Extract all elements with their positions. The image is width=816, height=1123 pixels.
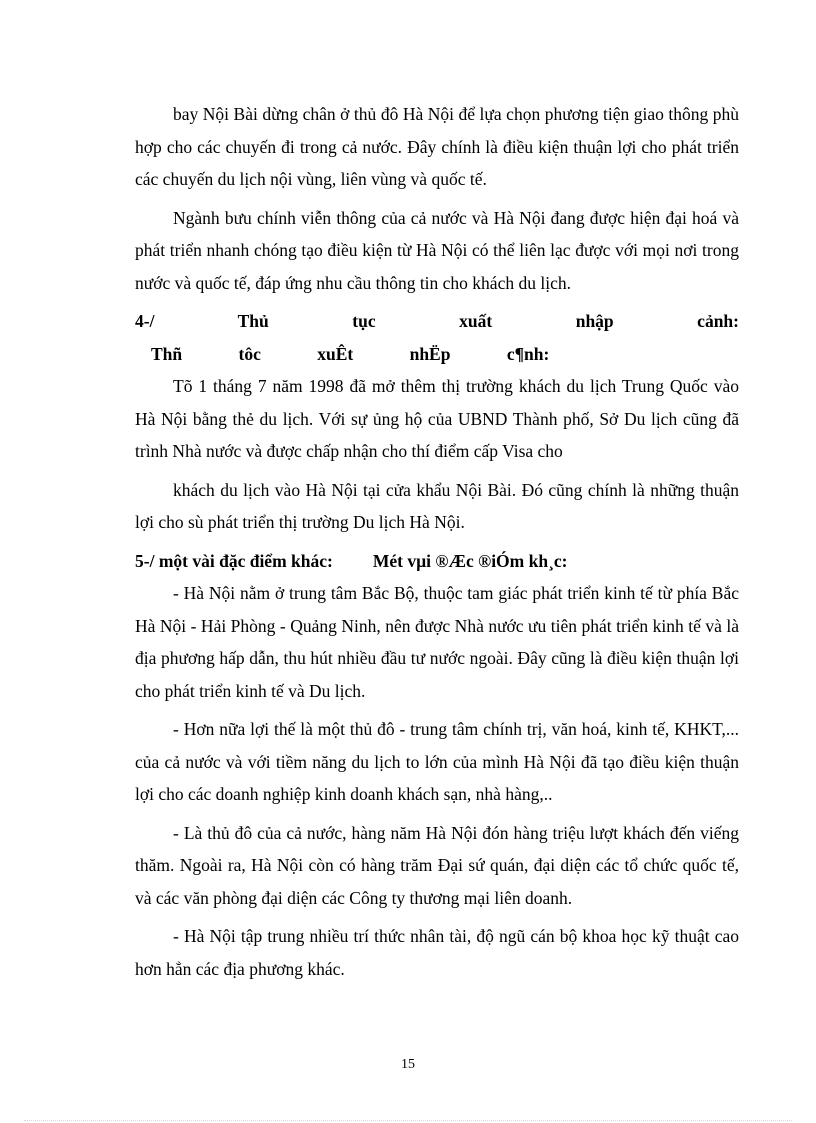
paragraph-talent: - Hà Nội tập trung nhiều trí thức nhân tài, độ ngũ cán bộ khoa học kỹ thuật cao hơn hẳn các địa phương khác. [135, 926, 739, 979]
page-bottom-divider [24, 1120, 792, 1121]
paragraph-transport: bay Nội Bài dừng chân ở thủ đô Hà Nội để lựa chọn phương tiện giao thông phù hợp cho các chuyến đi trong cả nước. Đây chính là điều kiện thuận lợi cho phát triển các chuyến du lịch nội vùng, liên vùng và quốc tế. [135, 104, 739, 189]
page-number: 15 [401, 1057, 415, 1072]
paragraph-location: - Hà Nội nằm ở trung tâm Bắc Bộ, thuộc tam giác phát triển kinh tế từ phía Bắc Hà Nội - Hải Phòng - Quảng Ninh, nên được Nhà nước ưu tiên phát triển kinh tế và là địa phương hấp dẫn, thu hút nhiều đầu tư nước ngoài. Đây cũng là điều kiện thuận lợi cho phát triển kinh tế và Du lịch. [135, 583, 739, 701]
paragraph-tourism-market: Tõ 1 tháng 7 năm 1998 đã mở thêm thị trường khách du lịch Trung Quốc vào Hà Nội bằng thẻ du lịch. Với sự ủng hộ của UBND Thành phố, Sở Du lịch cũng đã trình Nhà nước và được chấp nhận cho thí điểm cấp Visa cho [135, 376, 739, 461]
section-heading-4-garbled: Thñ tôc xuÊt nhËp c¶nh: [151, 343, 550, 364]
section-heading-5-garbled: Mét vµi ®Æc ®iÓm kh¸c: [372, 550, 568, 571]
paragraph-visitors: - Là thủ đô của cả nước, hàng năm Hà Nội đón hàng triệu lượt khách đến viếng thăm. Ngoài ra, Hà Nội còn có hàng trăm Đại sứ quán, đại diện các tổ chức quốc tế, và các văn phòng đại diện các Công ty thương mại liên doanh. [135, 822, 739, 908]
section-heading-4 [135, 305, 739, 370]
paragraph-capital-advantage: - Hơn nữa lợi thế là một thủ đô - trung tâm chính trị, văn hoá, kinh tế, KHKT,... của cả nước và với tiềm năng du lịch to lớn của mình Hà Nội đã tạo điều kiện thuận lợi cho các doanh nghiệp kinh doanh khách sạn, nhà hàng,.. [135, 719, 739, 804]
section-heading-4-text: 4-/ Thủ tục xuất nhập cảnh: [135, 311, 739, 331]
paragraph-telecom: Ngành bưu chính viễn thông của cả nước và Hà Nội đang được hiện đại hoá và phát triển nhanh chóng tạo điều kiện từ Hà Nội có thể liên lạc được với mọi nơi trong nước và quốc tế, đáp ứng nhu cầu thông tin cho khách du lịch. [135, 207, 739, 293]
paragraph-noi-bai-visa: khách du lịch vào Hà Nội tại cửa khẩu Nội Bài. Đó cũng chính là những thuận lợi cho sù phát triển thị trường Du lịch Hà Nội. [135, 479, 739, 532]
section-heading-5-text: 5-/ một vài đặc điểm khác: [135, 550, 333, 571]
section-heading-5 [135, 545, 739, 578]
document-body [135, 98, 739, 985]
